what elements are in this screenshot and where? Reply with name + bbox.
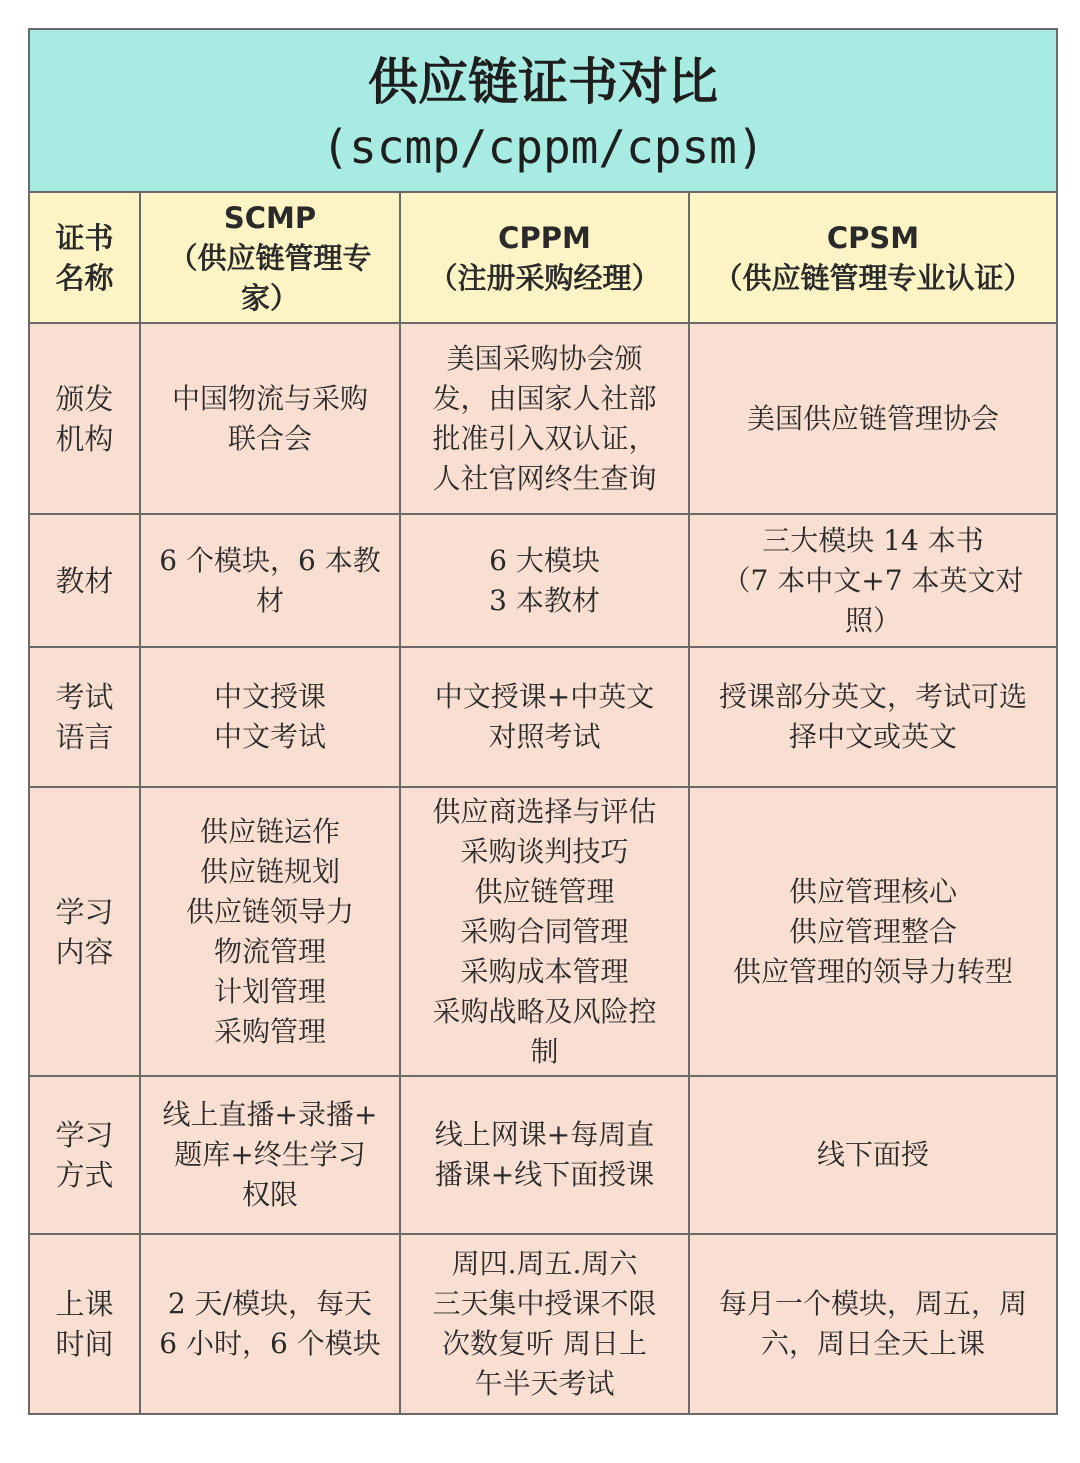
cell-cppm: 供应商选择与评估 采购谈判技巧 供应链管理 采购合同管理 采购成本管理 采购战略及风险控 制 [400,787,689,1076]
cell-scmp: 6 个模块，6 本教 材 [140,514,400,647]
row-class-time [30,1234,1056,1413]
cell-cppm: 6 大模块 3 本教材 [400,514,689,647]
cell-scmp: 中文授课 中文考试 [140,647,400,787]
header-label-cell: 证书 名称 [30,193,140,323]
cell-cpsm: 三大模块 14 本书 （7 本中文+7 本英文对 照） [689,514,1056,647]
row-study-content [30,787,1056,1076]
row-label: 学习 方式 [30,1076,140,1234]
cell-cppm: 线上网课+每周直 播课+线下面授课 [400,1076,689,1234]
comparison-table [30,193,1056,1413]
cell-scmp: 供应链运作 供应链规划 供应链领导力 物流管理 计划管理 采购管理 [140,787,400,1076]
cell-cppm: 美国采购协会颁 发，由国家人社部 批准引入双认证， 人社官网终生查询 [400,323,689,514]
row-materials [30,514,1056,647]
row-label: 颁发 机构 [30,323,140,514]
row-label: 考试 语言 [30,647,140,787]
row-label: 学习 内容 [30,787,140,1076]
row-issuer [30,323,1056,514]
comparison-card [28,28,1058,1415]
row-study-method [30,1076,1056,1234]
cell-cppm: 周四.周五.周六 三天集中授课不限 次数复听 周日上 午半天考试 [400,1234,689,1413]
cell-cpsm: 线下面授 [689,1076,1056,1234]
header-cpsm-cell: CPSM （供应链管理专业认证） [689,193,1056,323]
cell-cpsm: 供应管理核心 供应管理整合 供应管理的领导力转型 [689,787,1056,1076]
cell-cpsm: 美国供应链管理协会 [689,323,1056,514]
header-cppm-cell: CPPM （注册采购经理） [400,193,689,323]
cell-scmp: 2 天/模块，每天 6 小时，6 个模块 [140,1234,400,1413]
cell-scmp: 线上直播+录播+ 题库+终生学习 权限 [140,1076,400,1234]
header-scmp-cell: SCMP （供应链管理专家） [140,193,400,323]
title-banner [30,30,1056,193]
row-exam-language [30,647,1056,787]
page-title: 供应链证书对比 [368,53,718,111]
table-header-row [30,193,1056,323]
cell-cpsm: 每月一个模块，周五，周 六，周日全天上课 [689,1234,1056,1413]
page-subtitle: (scmp/cppm/cpsm) [321,120,765,174]
row-label: 教材 [30,514,140,647]
cell-cppm: 中文授课+中英文 对照考试 [400,647,689,787]
cell-cpsm: 授课部分英文，考试可选 择中文或英文 [689,647,1056,787]
row-label: 上课 时间 [30,1234,140,1413]
cell-scmp: 中国物流与采购 联合会 [140,323,400,514]
